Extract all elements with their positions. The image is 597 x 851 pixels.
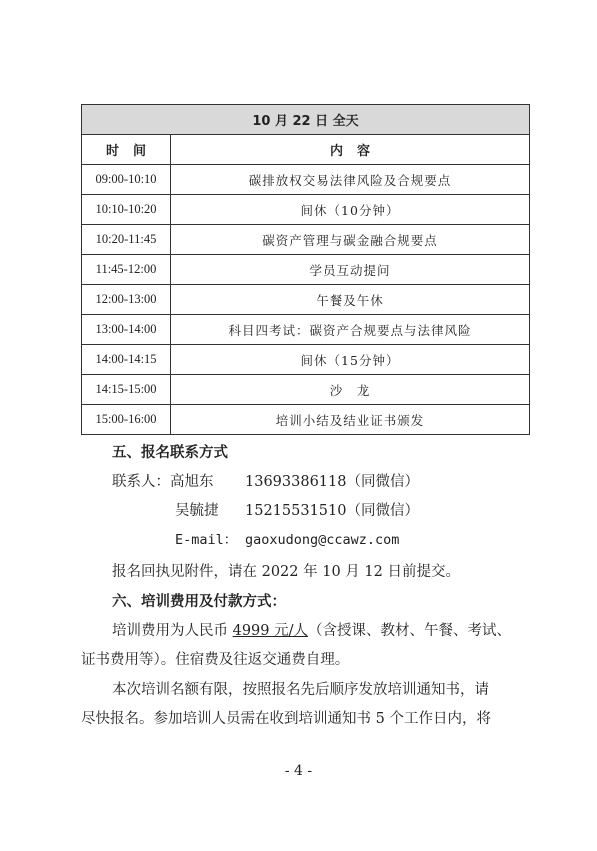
fee-line-1 — [112, 621, 511, 641]
section5-heading: 五、报名联系方式 — [112, 445, 228, 461]
time-cell: 10:20-11:45 — [82, 225, 171, 255]
fee-amount: 4999 元/人 — [232, 623, 309, 639]
content-cell: 碳排放权交易法律风险及合规要点 — [171, 165, 530, 195]
table-row — [82, 345, 530, 375]
para2-line-2: 尽快报名。参加培训人员需在收到培训通知书 5 个工作日内，将 — [81, 711, 491, 727]
day-title-row — [82, 105, 530, 135]
fee-prefix: 培训费用为人民币 — [112, 623, 233, 639]
time-cell: 13:00-14:00 — [82, 315, 171, 345]
content-cell: 培训小结及结业证书颁发 — [171, 405, 530, 435]
table-row — [82, 225, 530, 255]
header-row — [82, 135, 530, 165]
fee-suffix: （含授课、教材、午餐、考试、 — [308, 623, 512, 639]
contact-label: 联系人： — [112, 474, 170, 490]
time-cell: 14:00-14:15 — [82, 345, 171, 375]
time-cell: 11:45-12:00 — [82, 255, 171, 285]
contact2-phone: 15215531510（同微信） — [245, 503, 419, 519]
contact1-name: 高旭东 — [170, 474, 214, 490]
schedule-table — [81, 104, 530, 435]
time-cell: 12:00-13:00 — [82, 285, 171, 315]
time-cell: 10:10-10:20 — [82, 195, 171, 225]
content-cell: 学员互动提问 — [171, 255, 530, 285]
deadline-note: 报名回执见附件，请在 2022 年 10 月 12 日前提交。 — [112, 564, 460, 580]
section6-heading: 六、培训费用及付款方式： — [112, 594, 286, 610]
content-cell: 午餐及午休 — [171, 285, 530, 315]
content-cell: 沙 龙 — [171, 375, 530, 405]
time-cell: 14:15-15:00 — [82, 375, 171, 405]
email-label: E-mail： — [175, 532, 238, 548]
content-cell: 间休（15分钟） — [171, 345, 530, 375]
content-cell: 科目四考试：碳资产合规要点与法律风险 — [171, 315, 530, 345]
fee-line-2: 证书费用等）。住宿费及往返交通费自理。 — [81, 652, 350, 668]
table-row — [82, 405, 530, 435]
time-cell: 15:00-16:00 — [82, 405, 171, 435]
table-row — [82, 285, 530, 315]
email-address: gaoxudong@ccawz.com — [245, 532, 400, 548]
content-cell: 碳资产管理与碳金融合规要点 — [171, 225, 530, 255]
time-cell: 09:00-10:10 — [82, 165, 171, 195]
table-row — [82, 195, 530, 225]
header-content: 内容 — [171, 135, 530, 165]
content-cell: 间休（10分钟） — [171, 195, 530, 225]
header-time: 时间 — [82, 135, 171, 165]
table-row — [82, 165, 530, 195]
table-row — [82, 255, 530, 285]
page-number: - 4 - — [284, 763, 313, 779]
contact1-line — [112, 472, 214, 492]
contact2-name: 吴毓捷 — [175, 503, 219, 519]
table-row — [82, 315, 530, 345]
table-row — [82, 375, 530, 405]
day-title: 10 月 22 日 全天 — [82, 105, 530, 135]
contact1-phone: 13693386118（同微信） — [245, 474, 419, 490]
para2-line-1: 本次培训名额有限，按照报名先后顺序发放培训通知书，请 — [112, 682, 489, 698]
